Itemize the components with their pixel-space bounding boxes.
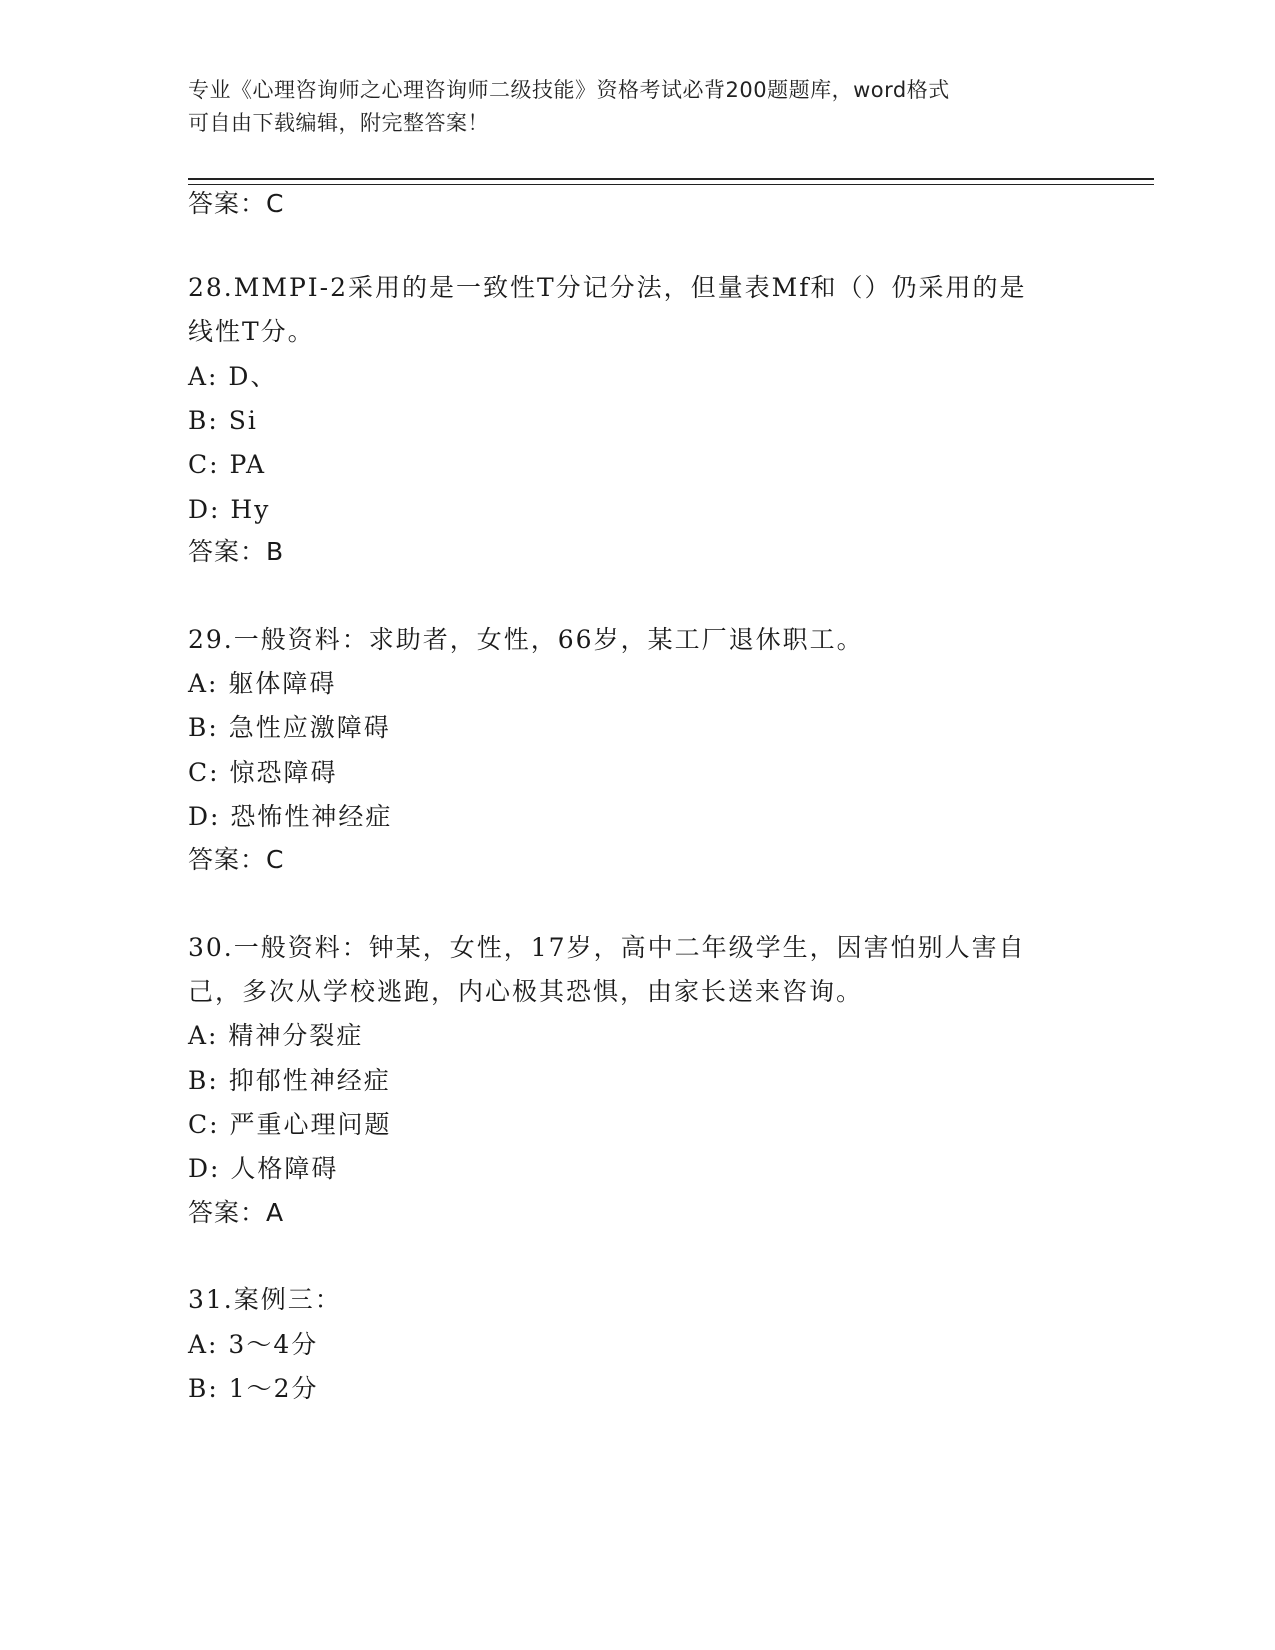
question-31-stem-line-1: 31.案例三： bbox=[188, 1285, 342, 1314]
question-30-stem-line-2: 己，多次从学校逃跑，内心极其恐惧，由家长送来咨询。 bbox=[188, 977, 864, 1006]
question-28-option-b: B: Si bbox=[188, 406, 258, 435]
question-28-stem-line-2: 线性T分。 bbox=[188, 317, 315, 346]
question-30-stem-line-1: 30.一般资料：钟某，女性，17岁，高中二年级学生，因害怕别人害自 bbox=[188, 933, 1026, 962]
question-31-option-b: B: 1～2分 bbox=[188, 1374, 319, 1403]
question-30-option-a: A: 精神分裂症 bbox=[188, 1021, 364, 1050]
question-29-option-d: D: 恐怖性神经症 bbox=[188, 802, 393, 831]
answer-prev: 答案：C bbox=[188, 189, 285, 218]
header-line-2: 可自由下载编辑，附完整答案！ bbox=[188, 111, 489, 135]
question-30-option-b: B: 抑郁性神经症 bbox=[188, 1066, 391, 1095]
question-30-option-c: C: 严重心理问题 bbox=[188, 1110, 392, 1139]
question-31-option-a: A: 3～4分 bbox=[188, 1330, 319, 1359]
header-line-1: 专业《心理咨询师之心理咨询师二级技能》资格考试必背200题题库，word格式 bbox=[188, 78, 950, 102]
header-divider-thin bbox=[188, 184, 1154, 185]
document-header bbox=[188, 74, 1088, 140]
question-29-option-b: B: 急性应激障碍 bbox=[188, 713, 391, 742]
question-30-option-d: D: 人格障碍 bbox=[188, 1154, 339, 1183]
header-divider bbox=[188, 178, 1154, 180]
question-30-answer: 答案：A bbox=[188, 1198, 285, 1227]
question-28-option-d: D: Hy bbox=[188, 495, 271, 524]
question-28-option-c: C: PA bbox=[188, 450, 267, 479]
question-28-option-a: A: D、 bbox=[188, 362, 278, 391]
question-29-answer: 答案：C bbox=[188, 845, 285, 874]
question-28-stem-line-1: 28.MMPI-2采用的是一致性T分记分法，但量表Mf和（）仍采用的是 bbox=[188, 273, 1027, 302]
question-29-stem-line-1: 29.一般资料：求助者，女性，66岁，某工厂退休职工。 bbox=[188, 625, 864, 654]
question-28-answer: 答案：B bbox=[188, 537, 285, 566]
question-29-option-c: C: 惊恐障碍 bbox=[188, 758, 338, 787]
question-29-option-a: A: 躯体障碍 bbox=[188, 669, 337, 698]
